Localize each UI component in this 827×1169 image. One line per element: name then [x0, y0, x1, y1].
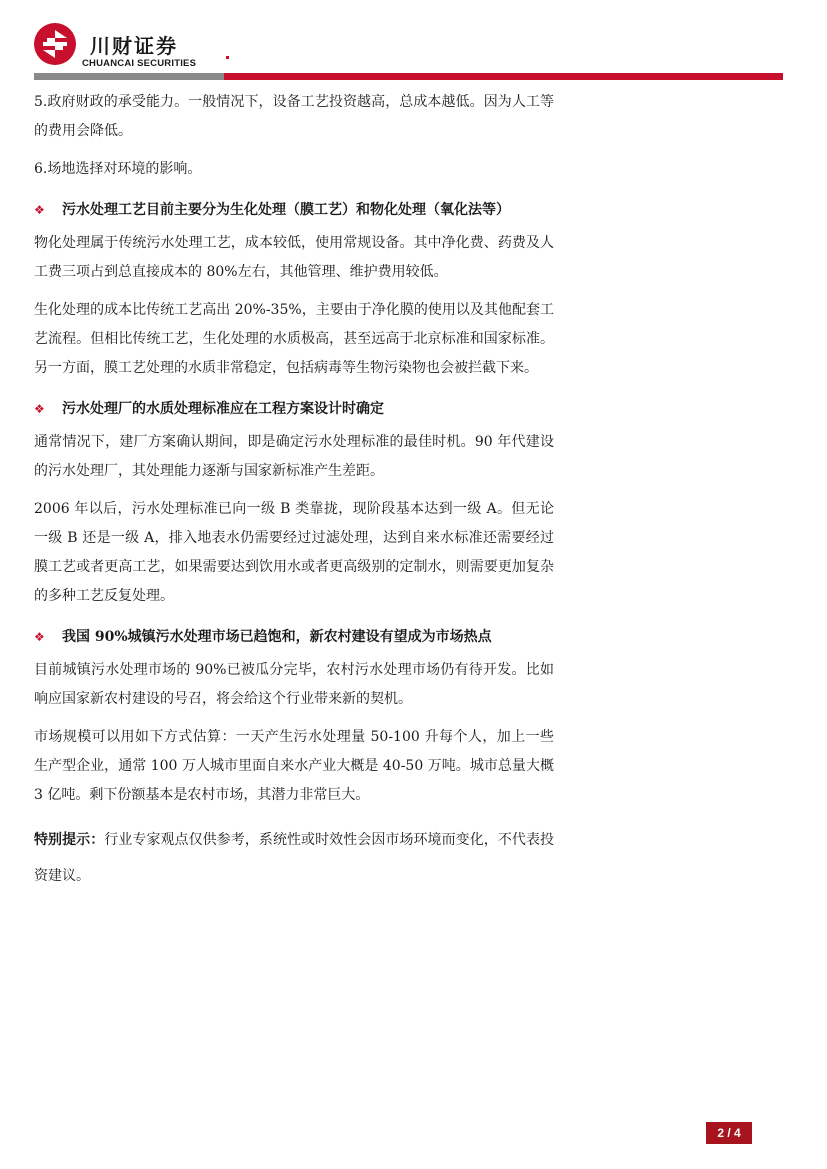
section-heading [34, 196, 554, 224]
diamond-bullet-icon: ❖ [34, 630, 45, 644]
document-body [34, 88, 554, 894]
paragraph: 5.政府财政的承受能力。一般情况下，设备工艺投资越高，总成本越低。因为人工等的费用会降低。 [34, 94, 554, 139]
paragraph: 市场规模可以用如下方式估算：一天产生污水处理量 50-100 升每个人，加上一些生产型企业，通常 100 万人城市里面自来水产业大概是 40-50 万吨。城市总量大概 3 亿吨。剩下份额基本是农村市场，其潜力非常巨大。 [34, 729, 554, 803]
paragraph: 2006 年以后，污水处理标准已向一级 B 类靠拢，现阶段基本达到一级 A。但无论一级 B 还是一级 A，排入地表水仍需要经过过滤处理，达到自来水标准还需要经过膜工艺或者更高工艺，如果需要达到饮用水或者更高级别的定制水，则需要更加复杂的多种工艺反复处理。 [34, 501, 554, 604]
special-note [34, 822, 554, 894]
chuancai-logo-icon [34, 23, 76, 65]
header-dot [226, 56, 229, 59]
paragraph: 6.场地选择对环境的影响。 [34, 161, 202, 177]
paragraph: 生化处理的成本比传统工艺高出 20%-35%，主要由于净化膜的使用以及其他配套工艺流程。但相比传统工艺，生化处理的水质极高，甚至远高于北京标准和国家标准。另一方面，膜工艺处理的水质非常稳定，包括病毒等生物污染物也会被拦截下来。 [34, 302, 554, 376]
special-note-text: 行业专家观点仅供参考，系统性或时效性会因市场环境而变化，不代表投资建议。 [34, 832, 555, 884]
brand-name-en: CHUANCAI SECURITIES [82, 58, 197, 69]
header-rule-red [224, 73, 783, 80]
special-note-label: 特别提示： [34, 832, 105, 848]
paragraph: 物化处理属于传统污水处理工艺，成本较低，使用常规设备。其中净化费、药费及人工费三项占到总直接成本的 80%左右，其他管理、维护费用较低。 [34, 235, 554, 280]
section-heading [34, 623, 554, 651]
page-header [0, 0, 827, 84]
paragraph: 目前城镇污水处理市场的 90%已被瓜分完毕，农村污水处理市场仍有待开发。比如响应国家新农村建设的号召，将会给这个行业带来新的契机。 [34, 662, 554, 707]
section-heading [34, 395, 554, 423]
diamond-bullet-icon: ❖ [34, 402, 45, 416]
header-rule-gray [34, 73, 224, 80]
section-heading-text: 污水处理厂的水质处理标准应在工程方案设计时确定 [62, 401, 384, 417]
page-number: 2 / 4 [706, 1122, 752, 1144]
diamond-bullet-icon: ❖ [34, 203, 45, 217]
section-heading-text: 我国 90%城镇污水处理市场已趋饱和，新农村建设有望成为市场热点 [62, 629, 492, 645]
section-heading-text: 污水处理工艺目前主要分为生化处理（膜工艺）和物化处理（氧化法等） [62, 202, 510, 218]
paragraph: 通常情况下，建厂方案确认期间，即是确定污水处理标准的最佳时机。90 年代建设的污水处理厂，其处理能力逐渐与国家新标准产生差距。 [34, 434, 554, 479]
brand-name-cn: 川财证券 [90, 34, 178, 58]
